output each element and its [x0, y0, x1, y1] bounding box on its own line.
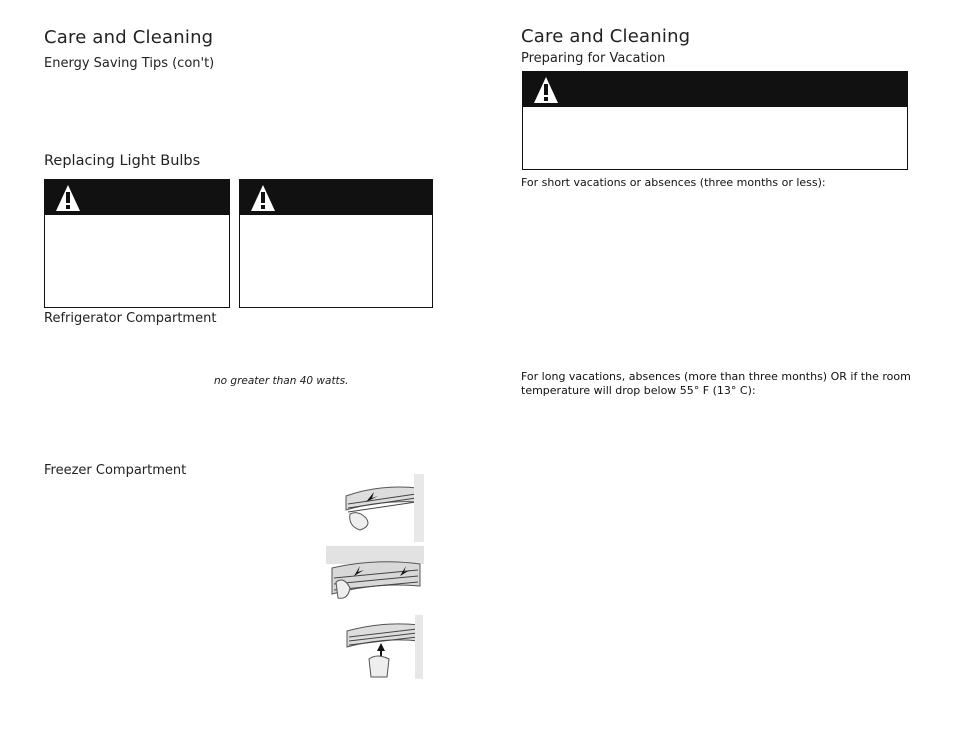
- vacation-warning-box: [522, 71, 908, 170]
- preparing-vacation-subheading: Preparing for Vacation: [521, 51, 666, 66]
- energy-tips-subheading: Energy Saving Tips (con't): [44, 56, 215, 71]
- long-vacation-text-line2: temperature will drop below 55° F (13° C):: [521, 384, 756, 397]
- warning-triangle-icon: [55, 184, 81, 212]
- freezer-compartment-heading: Freezer Compartment: [44, 463, 187, 478]
- short-vacation-text: For short vacations or absences (three months or less):: [521, 176, 826, 189]
- warning-bar-1: [45, 180, 229, 215]
- bulb-wattage-note: no greater than 40 watts.: [214, 375, 349, 387]
- warning-box-2: [239, 179, 433, 308]
- long-vacation-text-line1: For long vacations, absences (more than three months) OR if the room: [521, 370, 911, 383]
- left-page-title: Care and Cleaning: [44, 27, 214, 48]
- warning-box-1: [44, 179, 230, 308]
- warning-triangle-icon: [250, 184, 276, 212]
- warning-triangle-icon: [533, 76, 559, 104]
- refrigerator-compartment-heading: Refrigerator Compartment: [44, 311, 217, 326]
- replacing-bulbs-heading: Replacing Light Bulbs: [44, 153, 201, 169]
- vacation-warning-bar: [523, 72, 907, 107]
- light-cover-illustration-2: [326, 546, 424, 608]
- warning-bar-2: [240, 180, 432, 215]
- right-page-title: Care and Cleaning: [521, 26, 691, 47]
- light-cover-illustration-1: [336, 474, 424, 542]
- light-cover-illustration-3: [343, 615, 423, 679]
